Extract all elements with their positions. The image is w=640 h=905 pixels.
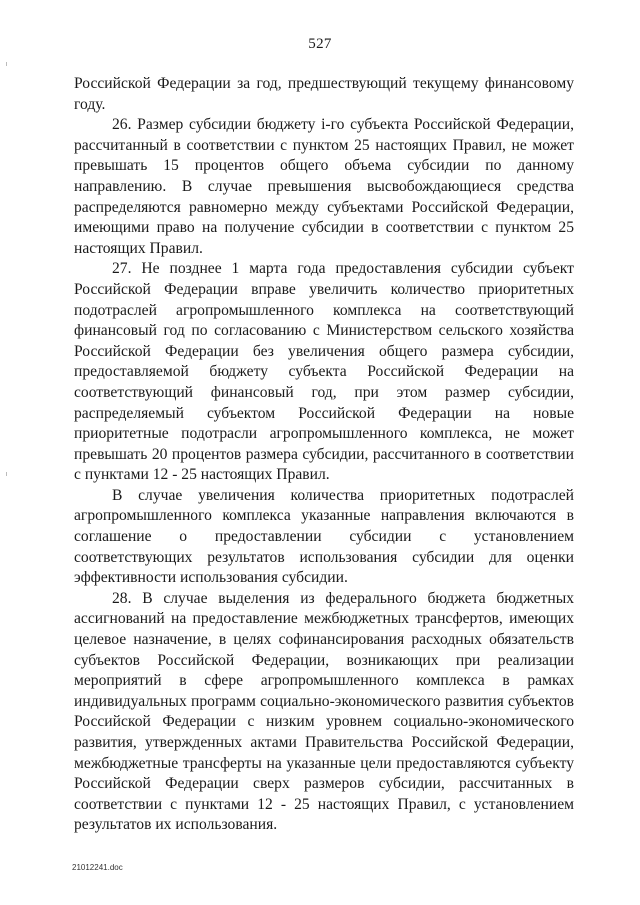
paragraph-28: 28. В случае выделения из федерального бюджета бюджетных ассигнований на предоставление межбюджетных трансфертов, имеющих целевое назначение, в целях софинансирования расходных обязательств субъектов Российской Федерации, возникающих при реализации мероприятий в сфере агропромышленного комплекса в рамках индивидуальных программ социально-экономического развития субъектов Российской Федерации с низким уровнем социально-экономического развития, утвержденных актами Правительства Российской Федерации, межбюджетные трансферты на указанные цели предоставляются субъекту Российской Федерации сверх размеров субсидии, рассчитанных в соответствии с пунктами 12 - 25 настоящих Правил, с установлением результатов их использования. xyxy=(74,589,574,834)
page-number: 527 xyxy=(308,36,332,52)
scan-mark xyxy=(6,62,7,66)
scan-mark xyxy=(6,472,7,476)
paragraph-26: 26. Размер субсидии бюджету i-го субъекта Российской Федерации, рассчитанный в соответствии с пунктом 25 настоящих Правил, не может превышать 15 процентов общего объема субсидии по данному направлению. В случае превышения высвобождающиеся средства распределяются равномерно между субъектами Российской Федерации, имеющими право на получение субсидии в соответствии с пунктом 25 настоящих Правил. xyxy=(74,116,574,257)
paragraph-27: 27. Не позднее 1 марта года предоставления субсидии субъект Российской Федерации вправе увеличить количество приоритетных подотраслей агропромышленного комплекса на соответствующий финансовый год по согласованию с Министерством сельского хозяйства Российской Федерации без увеличения общего размера субсидии, предоставляемой бюджету субъекта Российской Федерации на соответствующий финансовый год, при этом размер субсидии, распределяемый субъектом Российской Федерации на новые приоритетные подотрасли агропромышленного комплекса, не может превышать 20 процентов размера субсидии, рассчитанного в соответствии с пунктами 12 - 25 настоящих Правил. xyxy=(74,260,574,484)
document-file-code: 21012241.doc xyxy=(72,863,123,872)
paragraph-continuation: Российской Федерации за год, предшествующий текущему финансовому году. xyxy=(74,75,574,113)
document-body xyxy=(74,74,574,836)
paragraph-27-addendum: В случае увеличения количества приоритетных подотраслей агропромышленного комплекса указанные направления включаются в соглашение о предоставлении субсидии с установлением соответствующих результатов использования субсидии для оценки эффективности использования субсидии. xyxy=(74,486,574,587)
